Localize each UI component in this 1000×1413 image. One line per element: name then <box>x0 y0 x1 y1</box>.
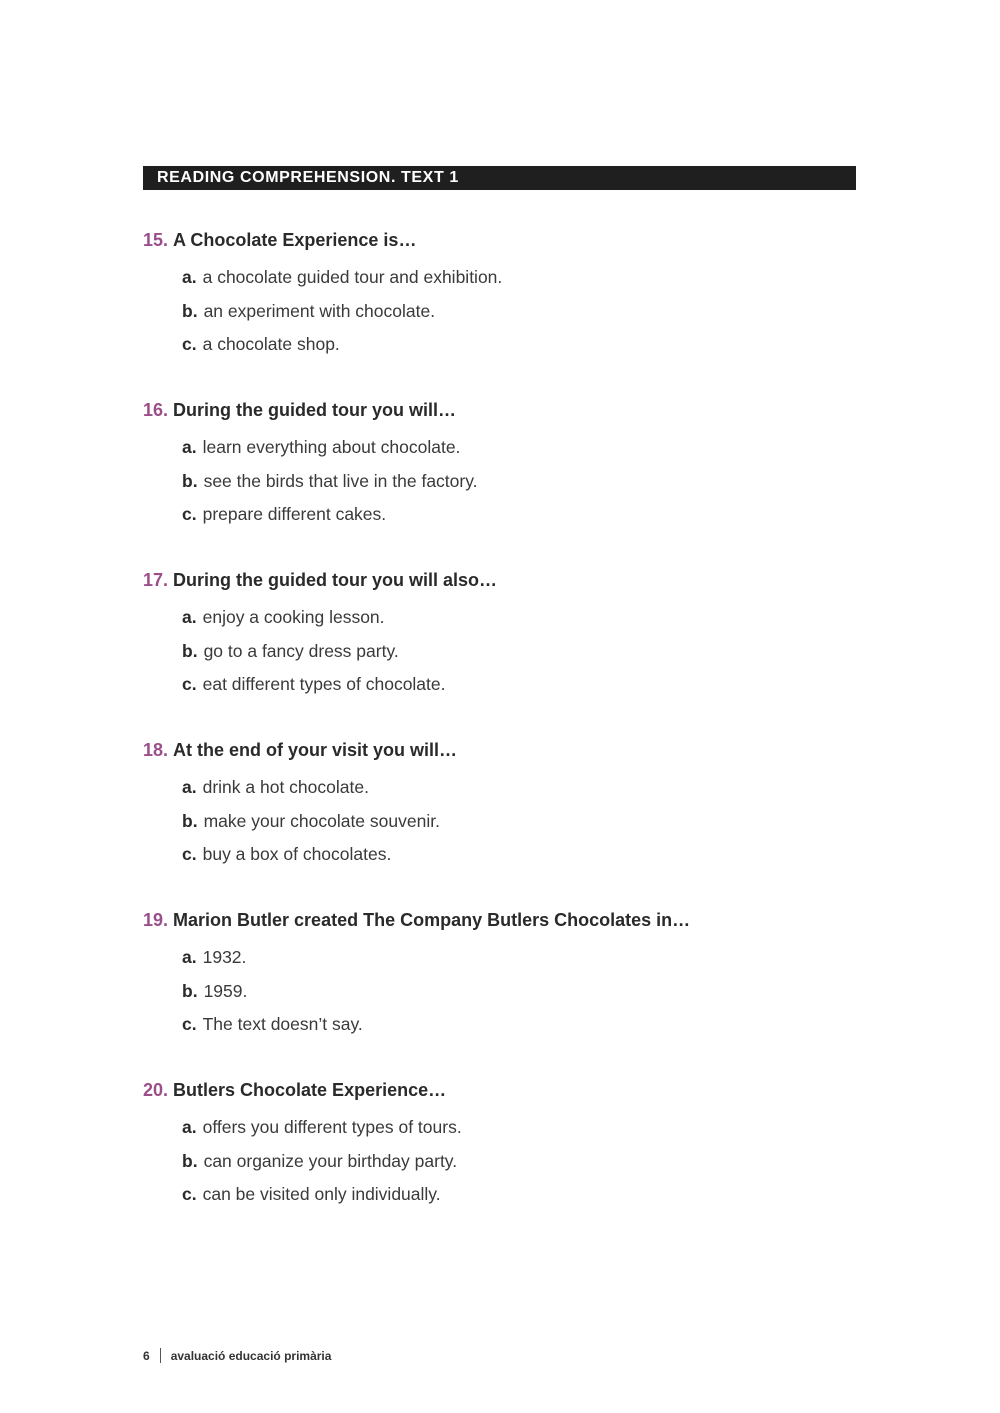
option-list <box>182 776 903 865</box>
option-c[interactable] <box>182 1013 903 1035</box>
option-b[interactable] <box>182 980 903 1002</box>
option-c[interactable] <box>182 673 903 695</box>
option-text: buy a box of chocolates. <box>202 844 392 864</box>
option-list <box>182 946 903 1035</box>
option-text: an experiment with chocolate. <box>203 300 436 321</box>
question-number: 19. <box>143 910 169 930</box>
option-c[interactable] <box>182 333 903 355</box>
option-letter: b. <box>182 640 198 661</box>
section-title-bar <box>143 166 856 190</box>
question-18 <box>143 739 903 877</box>
option-a[interactable] <box>182 1116 903 1138</box>
option-text: make your chocolate souvenir. <box>203 810 440 831</box>
question-heading <box>143 1079 903 1101</box>
option-letter: c. <box>182 844 197 864</box>
option-text: learn everything about chocolate. <box>202 437 461 457</box>
question-number: 17. <box>143 570 169 590</box>
option-text: see the birds that live in the factory. <box>203 470 478 491</box>
option-letter: a. <box>182 1117 197 1137</box>
option-c[interactable] <box>182 503 903 525</box>
option-letter: a. <box>182 947 197 967</box>
option-text: prepare different cakes. <box>202 504 387 524</box>
option-text: 1959. <box>203 980 248 1001</box>
option-c[interactable] <box>182 843 903 865</box>
question-17 <box>143 569 903 707</box>
option-letter: c. <box>182 674 197 694</box>
option-text: drink a hot chocolate. <box>202 777 369 797</box>
question-16 <box>143 399 903 537</box>
option-text: a chocolate shop. <box>202 334 340 354</box>
page-number: 6 <box>143 1349 150 1363</box>
question-heading <box>143 909 903 931</box>
option-a[interactable] <box>182 606 903 628</box>
option-text: can be visited only individually. <box>202 1184 441 1204</box>
option-b[interactable] <box>182 300 903 322</box>
option-c[interactable] <box>182 1183 903 1205</box>
option-text: offers you different types of tours. <box>202 1117 462 1137</box>
option-text: eat different types of chocolate. <box>202 674 446 694</box>
question-20 <box>143 1079 903 1217</box>
question-text: Marion Butler created The Company Butlers Chocolates in… <box>173 910 691 930</box>
option-letter: a. <box>182 267 197 287</box>
option-text: can organize your birthday party. <box>203 1150 458 1171</box>
question-number: 16. <box>143 400 169 420</box>
question-heading <box>143 739 903 761</box>
question-text: Butlers Chocolate Experience… <box>173 1080 447 1100</box>
option-letter: b. <box>182 810 198 831</box>
option-b[interactable] <box>182 810 903 832</box>
option-a[interactable] <box>182 776 903 798</box>
question-19 <box>143 909 903 1047</box>
option-letter: c. <box>182 1014 197 1034</box>
option-letter: a. <box>182 437 197 457</box>
publication-name: avaluació educació primària <box>170 1349 332 1363</box>
option-list <box>182 1116 903 1205</box>
question-text: During the guided tour you will also… <box>173 570 498 590</box>
question-number: 20. <box>143 1080 169 1100</box>
option-letter: b. <box>182 980 198 1001</box>
option-b[interactable] <box>182 640 903 662</box>
option-a[interactable] <box>182 436 903 458</box>
option-letter: b. <box>182 1150 198 1171</box>
option-text: The text doesn’t say. <box>202 1014 363 1034</box>
option-text: go to a fancy dress party. <box>203 640 399 661</box>
question-number: 15. <box>143 230 169 250</box>
option-b[interactable] <box>182 470 903 492</box>
option-list <box>182 266 903 355</box>
option-a[interactable] <box>182 946 903 968</box>
footer-divider <box>160 1348 161 1363</box>
option-list <box>182 436 903 525</box>
option-letter: c. <box>182 1184 197 1204</box>
option-letter: b. <box>182 300 198 321</box>
question-heading <box>143 229 903 251</box>
option-a[interactable] <box>182 266 903 288</box>
option-letter: c. <box>182 334 197 354</box>
question-text: During the guided tour you will… <box>173 400 457 420</box>
question-text: At the end of your visit you will… <box>173 740 458 760</box>
question-text: A Chocolate Experience is… <box>173 230 417 250</box>
option-b[interactable] <box>182 1150 903 1172</box>
option-list <box>182 606 903 695</box>
section-title: READING COMPREHENSION. TEXT 1 <box>157 169 459 186</box>
page-footer <box>143 1346 331 1366</box>
option-letter: a. <box>182 607 197 627</box>
option-letter: b. <box>182 470 198 491</box>
question-heading <box>143 569 903 591</box>
option-letter: c. <box>182 504 197 524</box>
question-heading <box>143 399 903 421</box>
question-15 <box>143 229 903 367</box>
option-letter: a. <box>182 777 197 797</box>
option-text: enjoy a cooking lesson. <box>202 607 385 627</box>
option-text: a chocolate guided tour and exhibition. <box>202 267 503 287</box>
question-number: 18. <box>143 740 169 760</box>
option-text: 1932. <box>202 947 247 967</box>
